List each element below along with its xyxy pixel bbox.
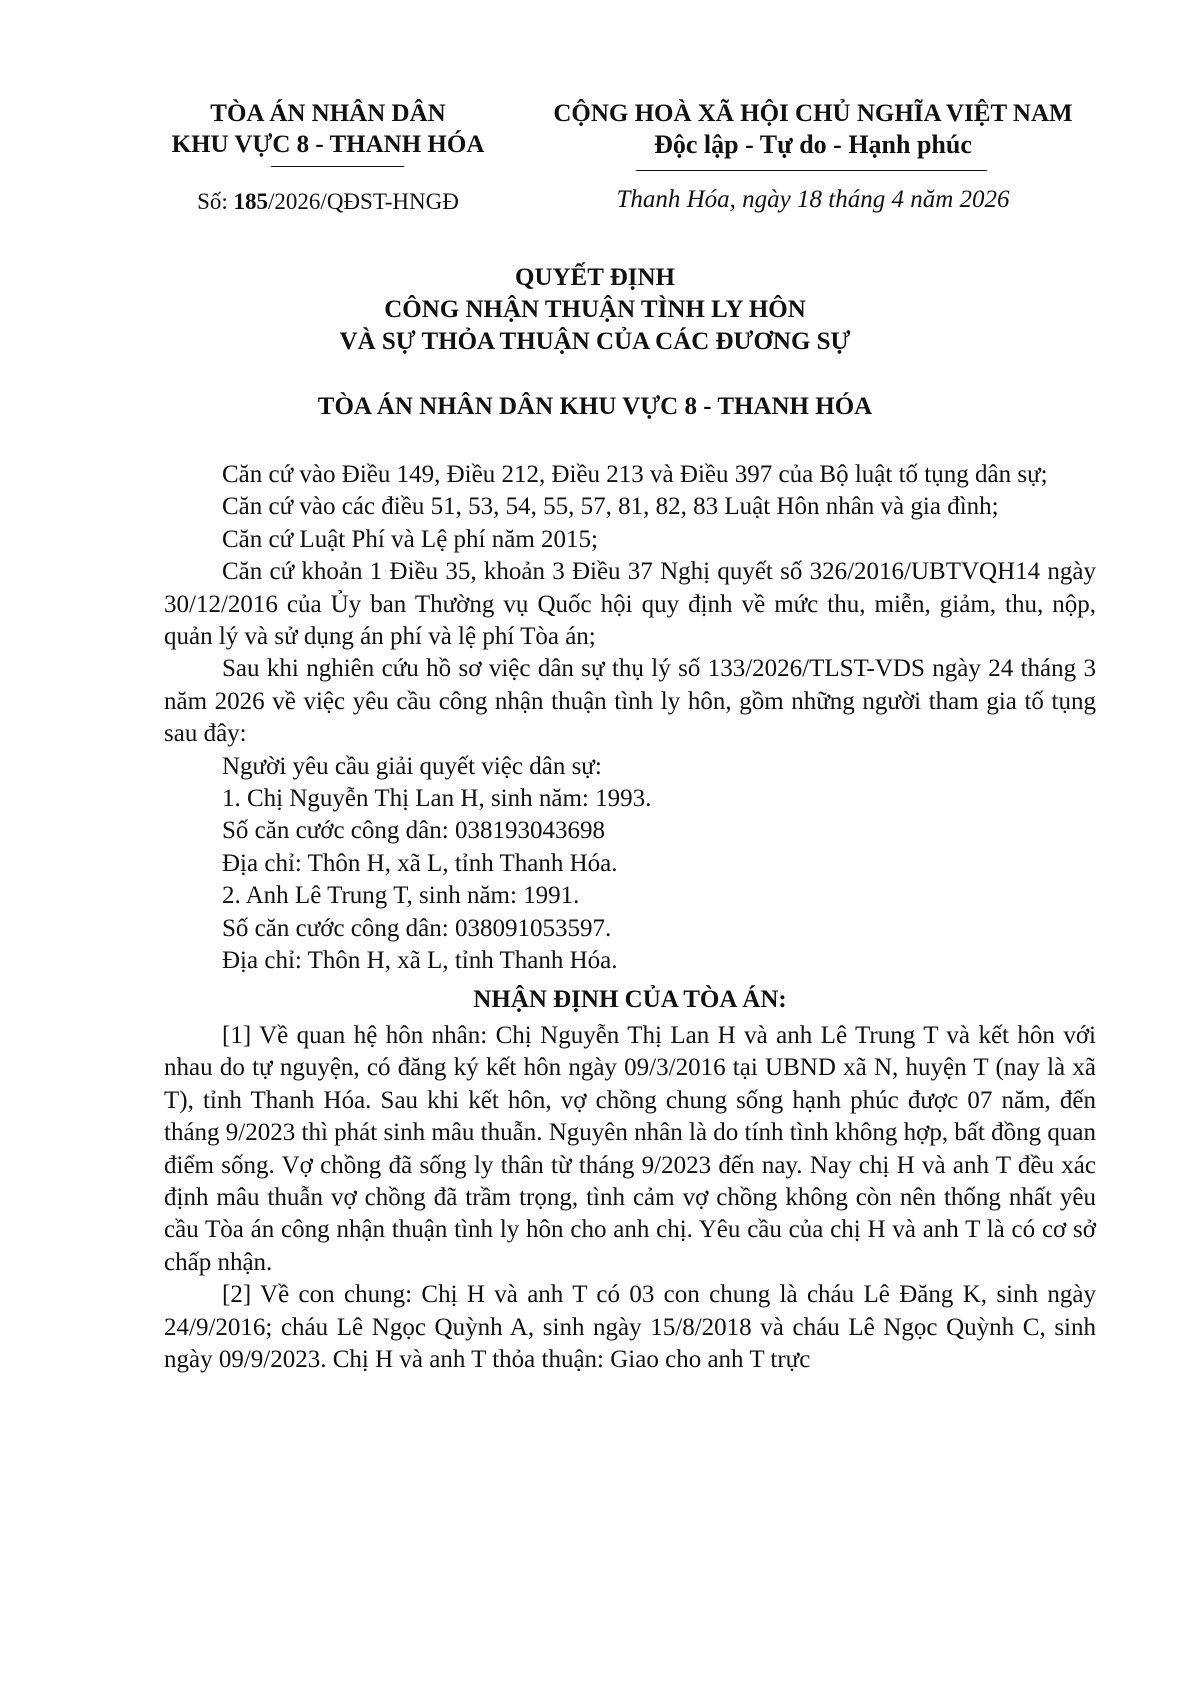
case-intro: Sau khi nghiên cứu hồ sơ việc dân sự thụ lý số 133/2026/TLST-VDS ngày 24 tháng 3 năm 2026 về việc yêu cầu công nhận thuận tình ly hôn, gồm những người tham gia tố tụng sau đây: bbox=[164, 655, 1096, 748]
document-title bbox=[0, 262, 1190, 358]
legal-basis-3: Căn cứ Luật Phí và Lệ phí năm 2015; bbox=[222, 525, 598, 553]
finding-marriage: [1] Về quan hệ hôn nhân: Chị Nguyễn Thị Lan H và anh Lê Trung T và kết hôn với nhau do tự nguyện, có đăng ký kết hôn ngày 09/3/2016 tại UBND xã N, huyện T (nay là xã T), tỉnh Thanh Hóa. Sau khi kết hôn, vợ chồng chung sống hạnh phúc được 07 năm, đến tháng 9/2023 thì phát sinh mâu thuẫn. Nguyên nhân là do tính tình không hợp, bất đồng quan điểm sống. Vợ chồng đã sống ly thân từ tháng 9/2023 đến nay. Nay chị H và anh T đều xác định mâu thuẫn vợ chồng đã trầm trọng, tình cảm vợ chồng không còn nên thống nhất yêu cầu Tòa án công nhận thuận tình ly hôn cho anh chị. Yêu cầu của chị H và anh T là có cơ sở chấp nhận. bbox=[164, 1021, 1096, 1276]
court-name-block bbox=[158, 98, 498, 160]
court-name-line1: TÒA ÁN NHÂN DÂN bbox=[210, 100, 446, 127]
document-body bbox=[164, 459, 1096, 1376]
title-line-3: VÀ SỰ THỎA THUẬN CỦA CÁC ĐƯƠNG SỰ bbox=[339, 328, 851, 355]
number-suffix: /2026/QĐST-HNGĐ bbox=[268, 189, 459, 214]
party-1-id: Số căn cước công dân: 038193043698 bbox=[222, 817, 605, 845]
national-motto-block bbox=[528, 98, 1098, 160]
place-and-date: Thanh Hóa, ngày 18 tháng 4 năm 2026 bbox=[616, 186, 1010, 213]
legal-basis-4: Căn cứ khoản 1 Điều 35, khoản 3 Điều 37 Nghị quyết số 326/2016/UBTVQH14 ngày 30/12/2016 của Ủy ban Thường vụ Quốc hội quy định về mức thu, miễn, giảm, thu, nộp, quản lý và sử dụng án phí và lệ phí Tòa án; bbox=[164, 558, 1096, 651]
party-1-name: 1. Chị Nguyễn Thị Lan H, sinh năm: 1993. bbox=[222, 785, 652, 813]
findings-heading: NHẬN ĐỊNH CỦA TÒA ÁN: bbox=[473, 985, 787, 1013]
title-line-1: QUYẾT ĐỊNH bbox=[515, 264, 675, 291]
legal-basis-1: Căn cứ vào Điều 149, Điều 212, Điều 213 và Điều 397 của Bộ luật tố tụng dân sự; bbox=[222, 461, 1048, 488]
party-2-address: Địa chỉ: Thôn H, xã L, tỉnh Thanh Hóa. bbox=[222, 947, 618, 975]
issuing-court: TÒA ÁN NHÂN DÂN KHU VỰC 8 - THANH HÓA bbox=[317, 393, 873, 420]
court-name-line2: KHU VỰC 8 - THANH HÓA bbox=[171, 131, 485, 158]
national-motto: Độc lập - Tự do - Hạnh phúc bbox=[654, 130, 972, 159]
party-2-id: Số căn cước công dân: 038091053597. bbox=[222, 914, 612, 942]
party-2-name: 2. Anh Lê Trung T, sinh năm: 1991. bbox=[222, 882, 580, 910]
finding-children: [2] Về con chung: Chị H và anh T có 03 con chung là cháu Lê Đăng K, sinh ngày 24/9/2016; cháu Lê Ngọc Quỳnh A, sinh ngày 15/8/2018 và cháu Lê Ngọc Quỳnh C, sinh ngày 09/9/2023. Chị H và anh T thỏa thuận: Giao cho anh T trực bbox=[164, 1281, 1096, 1373]
parties-intro: Người yêu cầu giải quyết việc dân sự: bbox=[222, 752, 602, 780]
document-number bbox=[158, 189, 498, 215]
party-1-address: Địa chỉ: Thôn H, xã L, tỉnh Thanh Hóa. bbox=[222, 849, 618, 877]
court-underline bbox=[271, 166, 404, 167]
motto-underline bbox=[636, 170, 987, 171]
nation-name: CỘNG HOÀ XÃ HỘI CHỦ NGHĨA VIỆT NAM bbox=[553, 100, 1073, 127]
title-line-2: CÔNG NHẬN THUẬN TÌNH LY HÔN bbox=[384, 296, 806, 323]
number-value: 185 bbox=[233, 189, 269, 214]
number-prefix: Số: bbox=[197, 189, 234, 214]
legal-basis-2: Căn cứ vào các điều 51, 53, 54, 55, 57, 81, 82, 83 Luật Hôn nhân và gia đình; bbox=[222, 493, 999, 521]
